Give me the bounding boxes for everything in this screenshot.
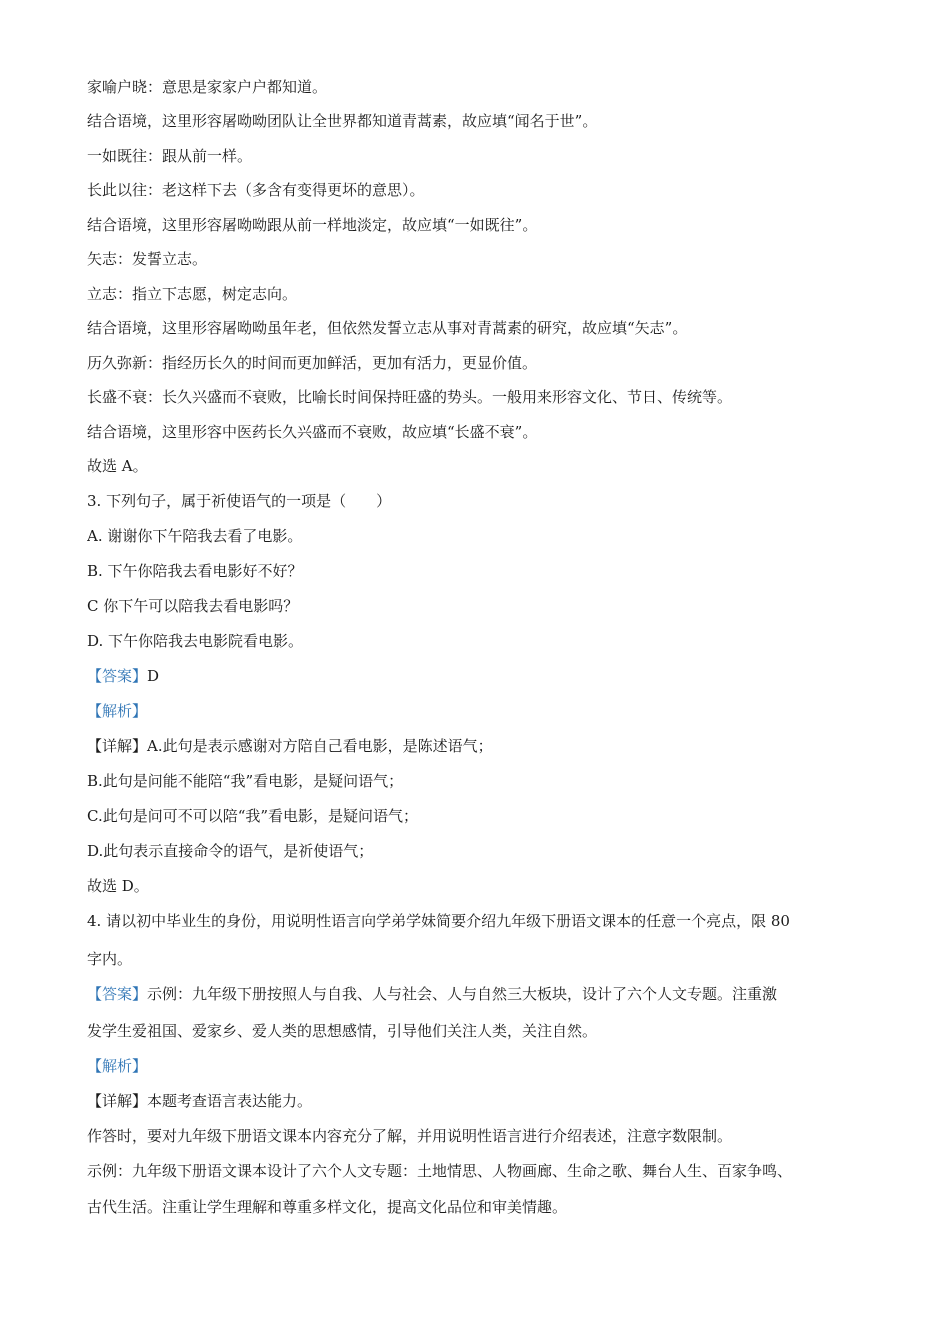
question-4-stem-cont: 字内。 xyxy=(87,950,133,968)
text-line: 示例：九年级下册语文课本设计了六个人文专题：土地情思、人物画廊、生命之歌、舞台人生、百家争鸣、 xyxy=(87,1162,793,1180)
answer-label: 【答案】 xyxy=(87,985,148,1003)
detail-text: A.此句是表示感谢对方陪自己看电影，是陈述语气； xyxy=(147,737,493,755)
question-4-answer xyxy=(87,983,870,1005)
question-3-stem: 3. 下列句子，属于祈使语气的一项是（ ） xyxy=(87,492,392,510)
text-line: C.此句是问可不可以陪“我”看电影，是疑问语气； xyxy=(87,807,419,825)
question-3-detail xyxy=(87,735,870,757)
text-line: 矢志：发誓立志。 xyxy=(87,250,208,268)
question-4-stem: 4. 请以初中毕业生的身份，用说明性语言向学弟学妹简要介绍九年级下册语文课本的任意一个亮点，限 80 xyxy=(87,912,790,930)
text-line: 家喻户晓：意思是家家户户都知道。 xyxy=(87,78,328,96)
text-line: 结合语境，这里形容屠呦呦跟从前一样地淡定，故应填“一如既往”。 xyxy=(87,216,538,234)
text-line: 立志：指立下志愿，树定志向。 xyxy=(87,285,298,303)
text-line: 结合语境，这里形容屠呦呦虽年老，但依然发誓立志从事对青蒿素的研究，故应填“矢志”。 xyxy=(87,319,688,337)
text-line: 古代生活。注重让学生理解和尊重多样文化，提高文化品位和审美情趣。 xyxy=(87,1198,568,1216)
answer-label: 【答案】 xyxy=(87,667,148,685)
answer-value: D xyxy=(147,667,160,685)
text-line: B.此句是问能不能陪“我”看电影，是疑问语气； xyxy=(87,772,404,790)
text-line: 结合语境，这里形容屠呦呦团队让全世界都知道青蒿素，故应填“闻名于世”。 xyxy=(87,112,598,130)
question-4-answer-cont: 发学生爱祖国、爱家乡、爱人类的思想感情，引导他们关注人类，关注自然。 xyxy=(87,1022,598,1040)
question-3-option-c: C 你下午可以陪我去看电影吗？ xyxy=(87,597,299,615)
detail-label: 【详解】 xyxy=(87,737,148,755)
analysis-label: 【解析】 xyxy=(87,702,148,720)
text-line: 故选 A。 xyxy=(87,457,148,475)
question-4-detail xyxy=(87,1090,870,1112)
text-line: 历久弥新：指经历长久的时间而更加鲜活，更加有活力，更显价值。 xyxy=(87,354,538,372)
question-3-analysis-label xyxy=(87,700,870,722)
text-line: 结合语境，这里形容中医药长久兴盛而不衰败，故应填“长盛不衰”。 xyxy=(87,423,538,441)
text-line: 作答时，要对九年级下册语文课本内容充分了解，并用说明性语言进行介绍表述，注意字数限制。 xyxy=(87,1127,733,1145)
question-3-answer xyxy=(87,665,870,687)
question-4-analysis-label xyxy=(87,1055,870,1077)
text-line: 故选 D。 xyxy=(87,877,149,895)
question-3-option-d: D. 下午你陪我去电影院看电影。 xyxy=(87,632,304,650)
detail-text: 本题考查语言表达能力。 xyxy=(147,1092,313,1110)
analysis-label: 【解析】 xyxy=(87,1057,148,1075)
text-line: 长盛不衰：长久兴盛而不衰败，比喻长时间保持旺盛的势头。一般用来形容文化、节日、传统等。 xyxy=(87,388,733,406)
text-line: 一如既往：跟从前一样。 xyxy=(87,147,253,165)
question-3-option-b: B. 下午你陪我去看电影好不好？ xyxy=(87,562,303,580)
text-line: D.此句表示直接命令的语气，是祈使语气； xyxy=(87,842,374,860)
text-line: 长此以往：老这样下去（多含有变得更坏的意思）。 xyxy=(87,181,425,199)
question-3-option-a: A. 谢谢你下午陪我去看了电影。 xyxy=(87,527,303,545)
answer-text: 示例：九年级下册按照人与自我、人与社会、人与自然三大板块，设计了六个人文专题。注重激 xyxy=(147,985,778,1003)
detail-label: 【详解】 xyxy=(87,1092,148,1110)
